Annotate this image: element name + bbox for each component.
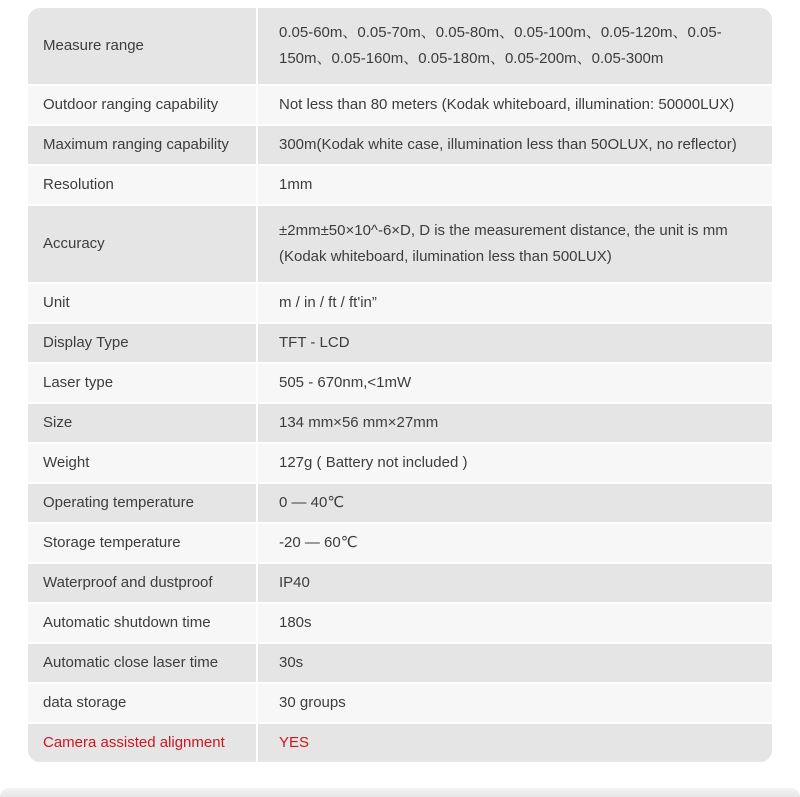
spec-label: Maximum ranging capability bbox=[28, 126, 258, 164]
spec-label: Measure range bbox=[28, 8, 258, 84]
spec-row bbox=[28, 126, 772, 166]
spec-row bbox=[28, 284, 772, 324]
spec-value: 300m(Kodak white case, illumination less than 50OLUX, no reflector) bbox=[279, 136, 737, 153]
spec-row bbox=[28, 444, 772, 484]
spec-value: 134 mm×56 mm×27mm bbox=[279, 414, 439, 431]
spec-row bbox=[28, 724, 772, 762]
spec-value: 0 — 40℃ bbox=[279, 494, 345, 511]
spec-value: 505 - 670nm,<1mW bbox=[279, 374, 412, 391]
spec-row bbox=[28, 604, 772, 644]
spec-row bbox=[28, 484, 772, 524]
spec-value: -20 — 60℃ bbox=[279, 534, 358, 551]
spec-value: 127g ( Battery not included ) bbox=[279, 454, 468, 471]
spec-value: 30s bbox=[279, 654, 304, 671]
spec-label: data storage bbox=[28, 684, 258, 722]
spec-row bbox=[28, 404, 772, 444]
spec-row bbox=[28, 364, 772, 404]
spec-value: ±2mm±50×10^-6×D, D is the measurement distance, the unit is mm (Kodak whiteboard, ilumination less than 500LUX) bbox=[279, 222, 728, 265]
spec-value: IP40 bbox=[279, 574, 310, 591]
spec-row bbox=[28, 206, 772, 284]
spec-label: Automatic shutdown time bbox=[28, 604, 258, 642]
spec-label: Resolution bbox=[28, 166, 258, 204]
spec-row bbox=[28, 166, 772, 206]
spec-label: Size bbox=[28, 404, 258, 442]
spec-table bbox=[28, 8, 772, 762]
spec-row bbox=[28, 684, 772, 724]
spec-row bbox=[28, 8, 772, 86]
spec-label: Camera assisted alignment bbox=[28, 724, 258, 762]
bottom-strip bbox=[0, 788, 800, 797]
spec-label: Automatic close laser time bbox=[28, 644, 258, 682]
spec-value: TFT - LCD bbox=[279, 334, 350, 351]
spec-row bbox=[28, 644, 772, 684]
spec-value: 30 groups bbox=[279, 694, 346, 711]
spec-row bbox=[28, 524, 772, 564]
spec-value: Not less than 80 meters (Kodak whiteboard, illumination: 50000LUX) bbox=[279, 96, 735, 113]
spec-row bbox=[28, 86, 772, 126]
spec-label: Waterproof and dustproof bbox=[28, 564, 258, 602]
spec-row bbox=[28, 564, 772, 604]
spec-label: Unit bbox=[28, 284, 258, 322]
spec-value: YES bbox=[279, 734, 310, 751]
spec-value: 1mm bbox=[279, 176, 313, 193]
spec-label: Laser type bbox=[28, 364, 258, 402]
spec-label: Display Type bbox=[28, 324, 258, 362]
spec-label: Weight bbox=[28, 444, 258, 482]
spec-value: m / in / ft / ft'in” bbox=[279, 294, 377, 311]
spec-label: Outdoor ranging capability bbox=[28, 86, 258, 124]
spec-label: Accuracy bbox=[28, 206, 258, 282]
spec-row bbox=[28, 324, 772, 364]
spec-value: 180s bbox=[279, 614, 312, 631]
spec-label: Operating temperature bbox=[28, 484, 258, 522]
spec-label: Storage temperature bbox=[28, 524, 258, 562]
spec-value: 0.05-60m、0.05-70m、0.05-80m、0.05-100m、0.05-120m、0.05-150m、0.05-160m、0.05-180m、0.05-200m、0.05-300m bbox=[279, 24, 722, 67]
